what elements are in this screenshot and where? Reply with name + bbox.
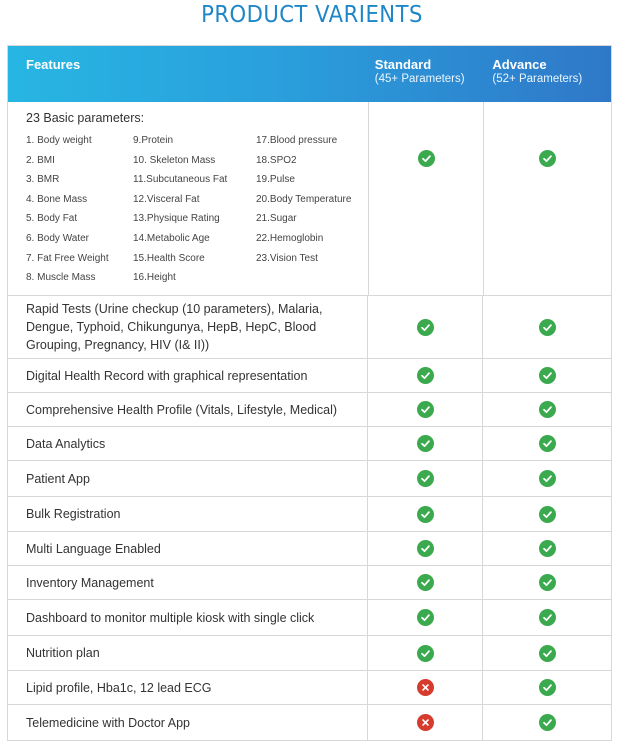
check-icon (539, 150, 556, 167)
check-icon (417, 367, 434, 384)
standard-cell (367, 359, 483, 392)
standard-cell (367, 636, 483, 670)
parameter-item: 7. Fat Free Weight (26, 252, 109, 264)
parameter-item: 3. BMR (26, 174, 60, 186)
parameter-item: 9.Protein (133, 135, 174, 146)
table-row (8, 460, 611, 496)
table-row-basic (8, 102, 611, 295)
check-icon (539, 367, 556, 384)
feature-label: Rapid Tests (Urine checkup (10 parameters), Malaria, Dengue, Typhoid, Chikungunya, HepB, HepC, Blood Grouping, Pregnancy, HIV (I& II)) (26, 302, 323, 352)
standard-cell (367, 600, 483, 635)
check-icon (539, 319, 556, 336)
parameter-item: 16.Height (133, 272, 176, 284)
advance-cell (482, 671, 611, 704)
feature-label: Comprehensive Health Profile (Vitals, Lifestyle, Medical) (26, 402, 338, 417)
parameter-item: 2. BMI (26, 154, 55, 166)
standard-cell (367, 566, 483, 599)
parameter-item: 12.Visceral Fat (133, 193, 200, 205)
basic-parameters-grid (26, 131, 368, 288)
feature-label: Inventory Management (26, 575, 154, 590)
comparison-table (7, 45, 612, 741)
parameter-item: 22.Hemoglobin (256, 232, 324, 244)
table-row (8, 599, 611, 635)
check-icon (539, 645, 556, 662)
parameter-item: 8. Muscle Mass (26, 272, 96, 284)
standard-cell (367, 461, 483, 496)
standard-cell (367, 296, 483, 358)
advance-cell (482, 566, 611, 599)
check-icon (417, 470, 434, 487)
advance-cell (482, 600, 611, 635)
check-icon (539, 714, 556, 731)
advance-cell (482, 705, 611, 740)
feature-label: Data Analytics (26, 436, 106, 451)
table-row (8, 565, 611, 599)
parameter-item: 19.Pulse (256, 174, 295, 186)
parameter-item (256, 268, 376, 288)
feature-label: Bulk Registration (26, 507, 121, 521)
feature-label: Patient App (26, 471, 90, 486)
check-icon (539, 506, 556, 523)
check-icon (417, 435, 434, 452)
cross-icon (417, 714, 434, 731)
table-row (8, 670, 611, 704)
check-icon (417, 506, 434, 523)
standard-subtitle: (45+ Parameters) (374, 73, 465, 85)
parameter-item: 5. Body Fat (26, 213, 78, 225)
check-icon (417, 401, 434, 418)
parameter-item: 18.SPO2 (256, 154, 297, 166)
standard-cell (368, 102, 483, 295)
check-icon (417, 645, 434, 662)
standard-cell (367, 671, 483, 704)
parameter-item: 23.Vision Test (256, 252, 318, 264)
parameter-item: 17.Blood pressure (256, 135, 338, 146)
parameter-item: 21.Sugar (256, 213, 297, 225)
feature-label: Telemedicine with Doctor App (26, 715, 190, 730)
check-icon (417, 540, 434, 557)
table-row (8, 704, 611, 740)
standard-cell (367, 497, 483, 531)
table-row (8, 426, 611, 460)
parameter-item: 13.Physique Rating (133, 213, 220, 225)
check-icon (539, 401, 556, 418)
advance-header (482, 46, 611, 102)
standard-cell (367, 705, 483, 740)
advance-cell (482, 532, 611, 565)
check-icon (539, 540, 556, 557)
parameter-item: 1. Body weight (26, 135, 92, 146)
advance-cell (482, 497, 611, 531)
standard-cell (367, 532, 483, 565)
features-header: Features (26, 57, 81, 72)
feature-label: Dashboard to monitor multiple kiosk with single click (26, 610, 315, 625)
table-row (8, 496, 611, 531)
advance-cell (482, 427, 611, 460)
standard-cell (367, 393, 483, 426)
basic-parameters-title: 23 Basic parameters: (26, 111, 145, 125)
parameter-item: 15.Health Score (133, 252, 205, 264)
basic-parameters-cell (8, 102, 368, 295)
table-row (8, 531, 611, 565)
parameter-item: 14.Metabolic Age (133, 232, 210, 244)
advance-cell (482, 393, 611, 426)
advance-cell (482, 636, 611, 670)
parameter-item: 6. Body Water (26, 232, 89, 244)
check-icon (539, 609, 556, 626)
table-row (8, 392, 611, 426)
check-icon (418, 150, 435, 167)
table-row (8, 635, 611, 670)
standard-cell (367, 427, 483, 460)
table-row (8, 295, 611, 358)
check-icon (417, 574, 434, 591)
page-title: PRODUCT VARIENTS (201, 2, 423, 28)
feature-label: Nutrition plan (26, 646, 100, 660)
standard-name: Standard (374, 57, 432, 72)
advance-name: Advance (492, 57, 547, 72)
parameter-item: 20.Body Temperature (256, 193, 352, 205)
advance-cell (482, 359, 611, 392)
advance-cell (482, 296, 611, 358)
advance-cell (482, 461, 611, 496)
standard-header (367, 46, 483, 102)
table-row (8, 358, 611, 392)
advance-subtitle: (52+ Parameters) (492, 73, 583, 85)
check-icon (539, 470, 556, 487)
check-icon (539, 435, 556, 452)
table-body (8, 295, 611, 740)
check-icon (539, 679, 556, 696)
parameter-item: 10. Skeleton Mass (133, 154, 216, 166)
parameter-item: 4. Bone Mass (26, 193, 88, 205)
feature-label: Lipid profile, Hba1c, 12 lead ECG (26, 680, 212, 695)
check-icon (539, 574, 556, 591)
cross-icon (417, 679, 434, 696)
check-icon (417, 609, 434, 626)
check-icon (417, 319, 434, 336)
advance-cell (483, 102, 611, 295)
parameter-item: 11.Subcutaneous Fat (133, 174, 228, 186)
feature-label: Digital Health Record with graphical representation (26, 368, 308, 383)
table-header (8, 46, 611, 102)
feature-label: Multi Language Enabled (26, 541, 161, 556)
